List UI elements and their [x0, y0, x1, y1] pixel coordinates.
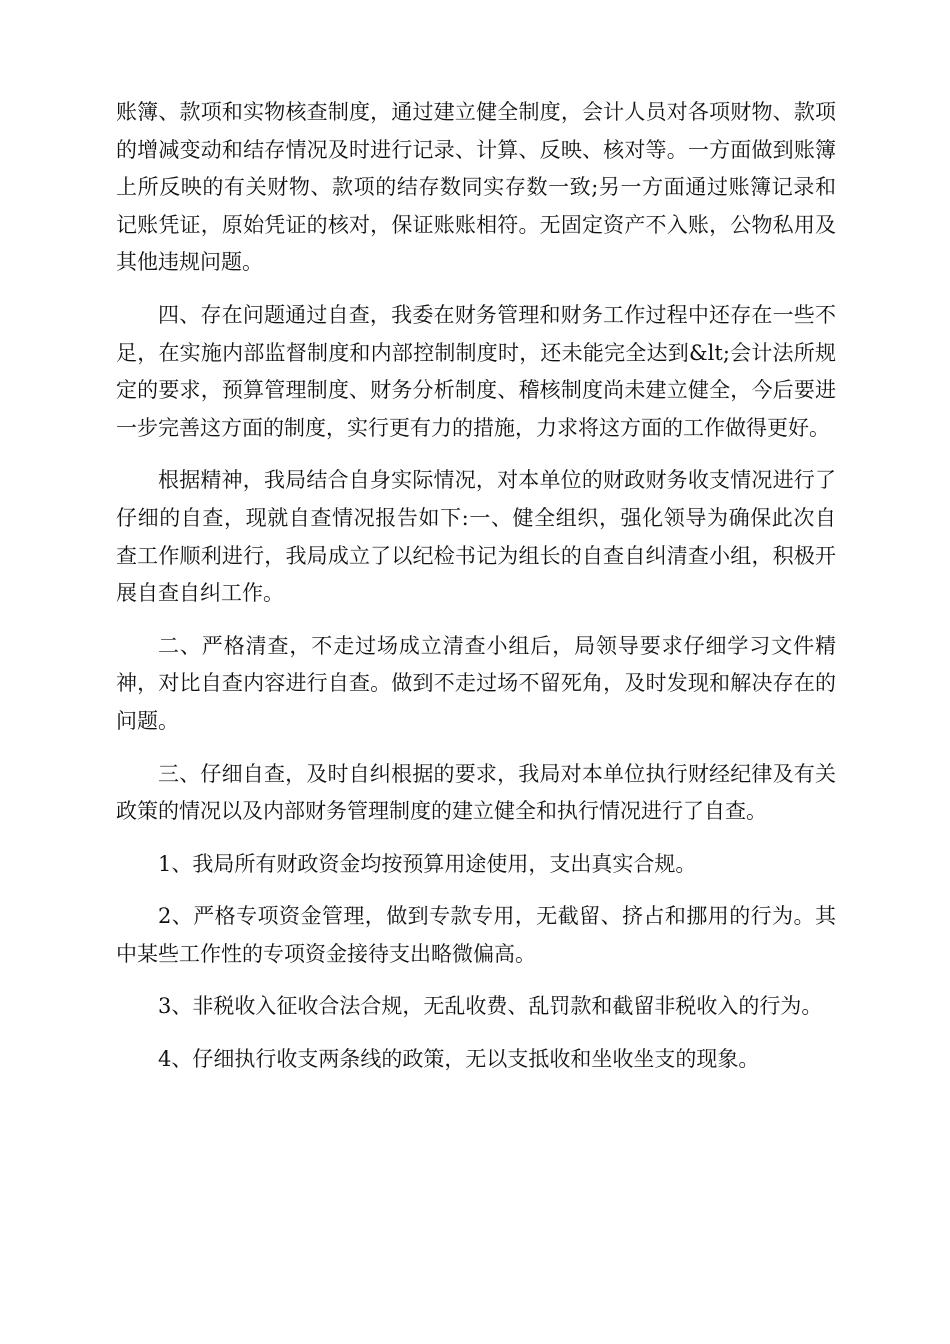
- document-body: [116, 94, 836, 1094]
- list-item-2: 2、严格专项资金管理，做到专款专用，无截留、挤占和挪用的行为。其中某些工作性的专项资金接待支出略微偏高。: [116, 904, 836, 966]
- list-item-3: 3、非税收入征收合法合规，无乱收费、乱罚款和截留非税收入的行为。: [158, 994, 823, 1019]
- paragraph-self-inspection-intro: 根据精神，我局结合自身实际情况，对本单位的财政财务收支情况进行了仔细的自查，现就自查情况报告如下:一、健全组织，强化领导为确保此次自查工作顺利进行，我局成立了以纪检书记为组长的自查自纠清查小组，积极开展自查自纠工作。: [116, 468, 836, 606]
- paragraph-ledger-verification: 账簿、款项和实物核查制度，通过建立健全制度，会计人员对各项财物、款项的增减变动和结存情况及时进行记录、计算、反映、核对等。一方面做到账簿上所反映的有关财物、款项的结存数同实存数一致;另一方面通过账簿记录和记账凭证，原始凭证的核对，保证账账相符。无固定资产不入账，公物私用及其他违规问题。: [116, 100, 836, 275]
- paragraph-careful-self-check: 三、仔细自查，及时自纠根据的要求，我局对本单位执行财经纪律及有关政策的情况以及内部财务管理制度的建立健全和执行情况进行了自查。: [116, 761, 836, 824]
- paragraph-existing-problems: 四、存在问题通过自查，我委在财务管理和财务工作过程中还存在一些不足，在实施内部监督制度和内部控制制度时，还未能完全达到&lt;会计法所规定的要求，预算管理制度、财务分析制度、稽核制度尚未建立健全，今后要进一步完善这方面的制度，实行更有力的措施，力求将这方面的工作做得更好。: [116, 302, 836, 440]
- list-item-1: 1、我局所有财政资金均按预算用途使用，支出真实合规。: [158, 851, 697, 876]
- list-item-4: 4、仔细执行收支两条线的政策，无以支抵收和坐收坐支的现象。: [158, 1047, 760, 1072]
- paragraph-strict-inspection: 二、严格清查，不走过场成立清查小组后，局领导要求仔细学习文件精神，对比自查内容进行自查。做到不走过场不留死角，及时发现和解决存在的问题。: [116, 633, 836, 733]
